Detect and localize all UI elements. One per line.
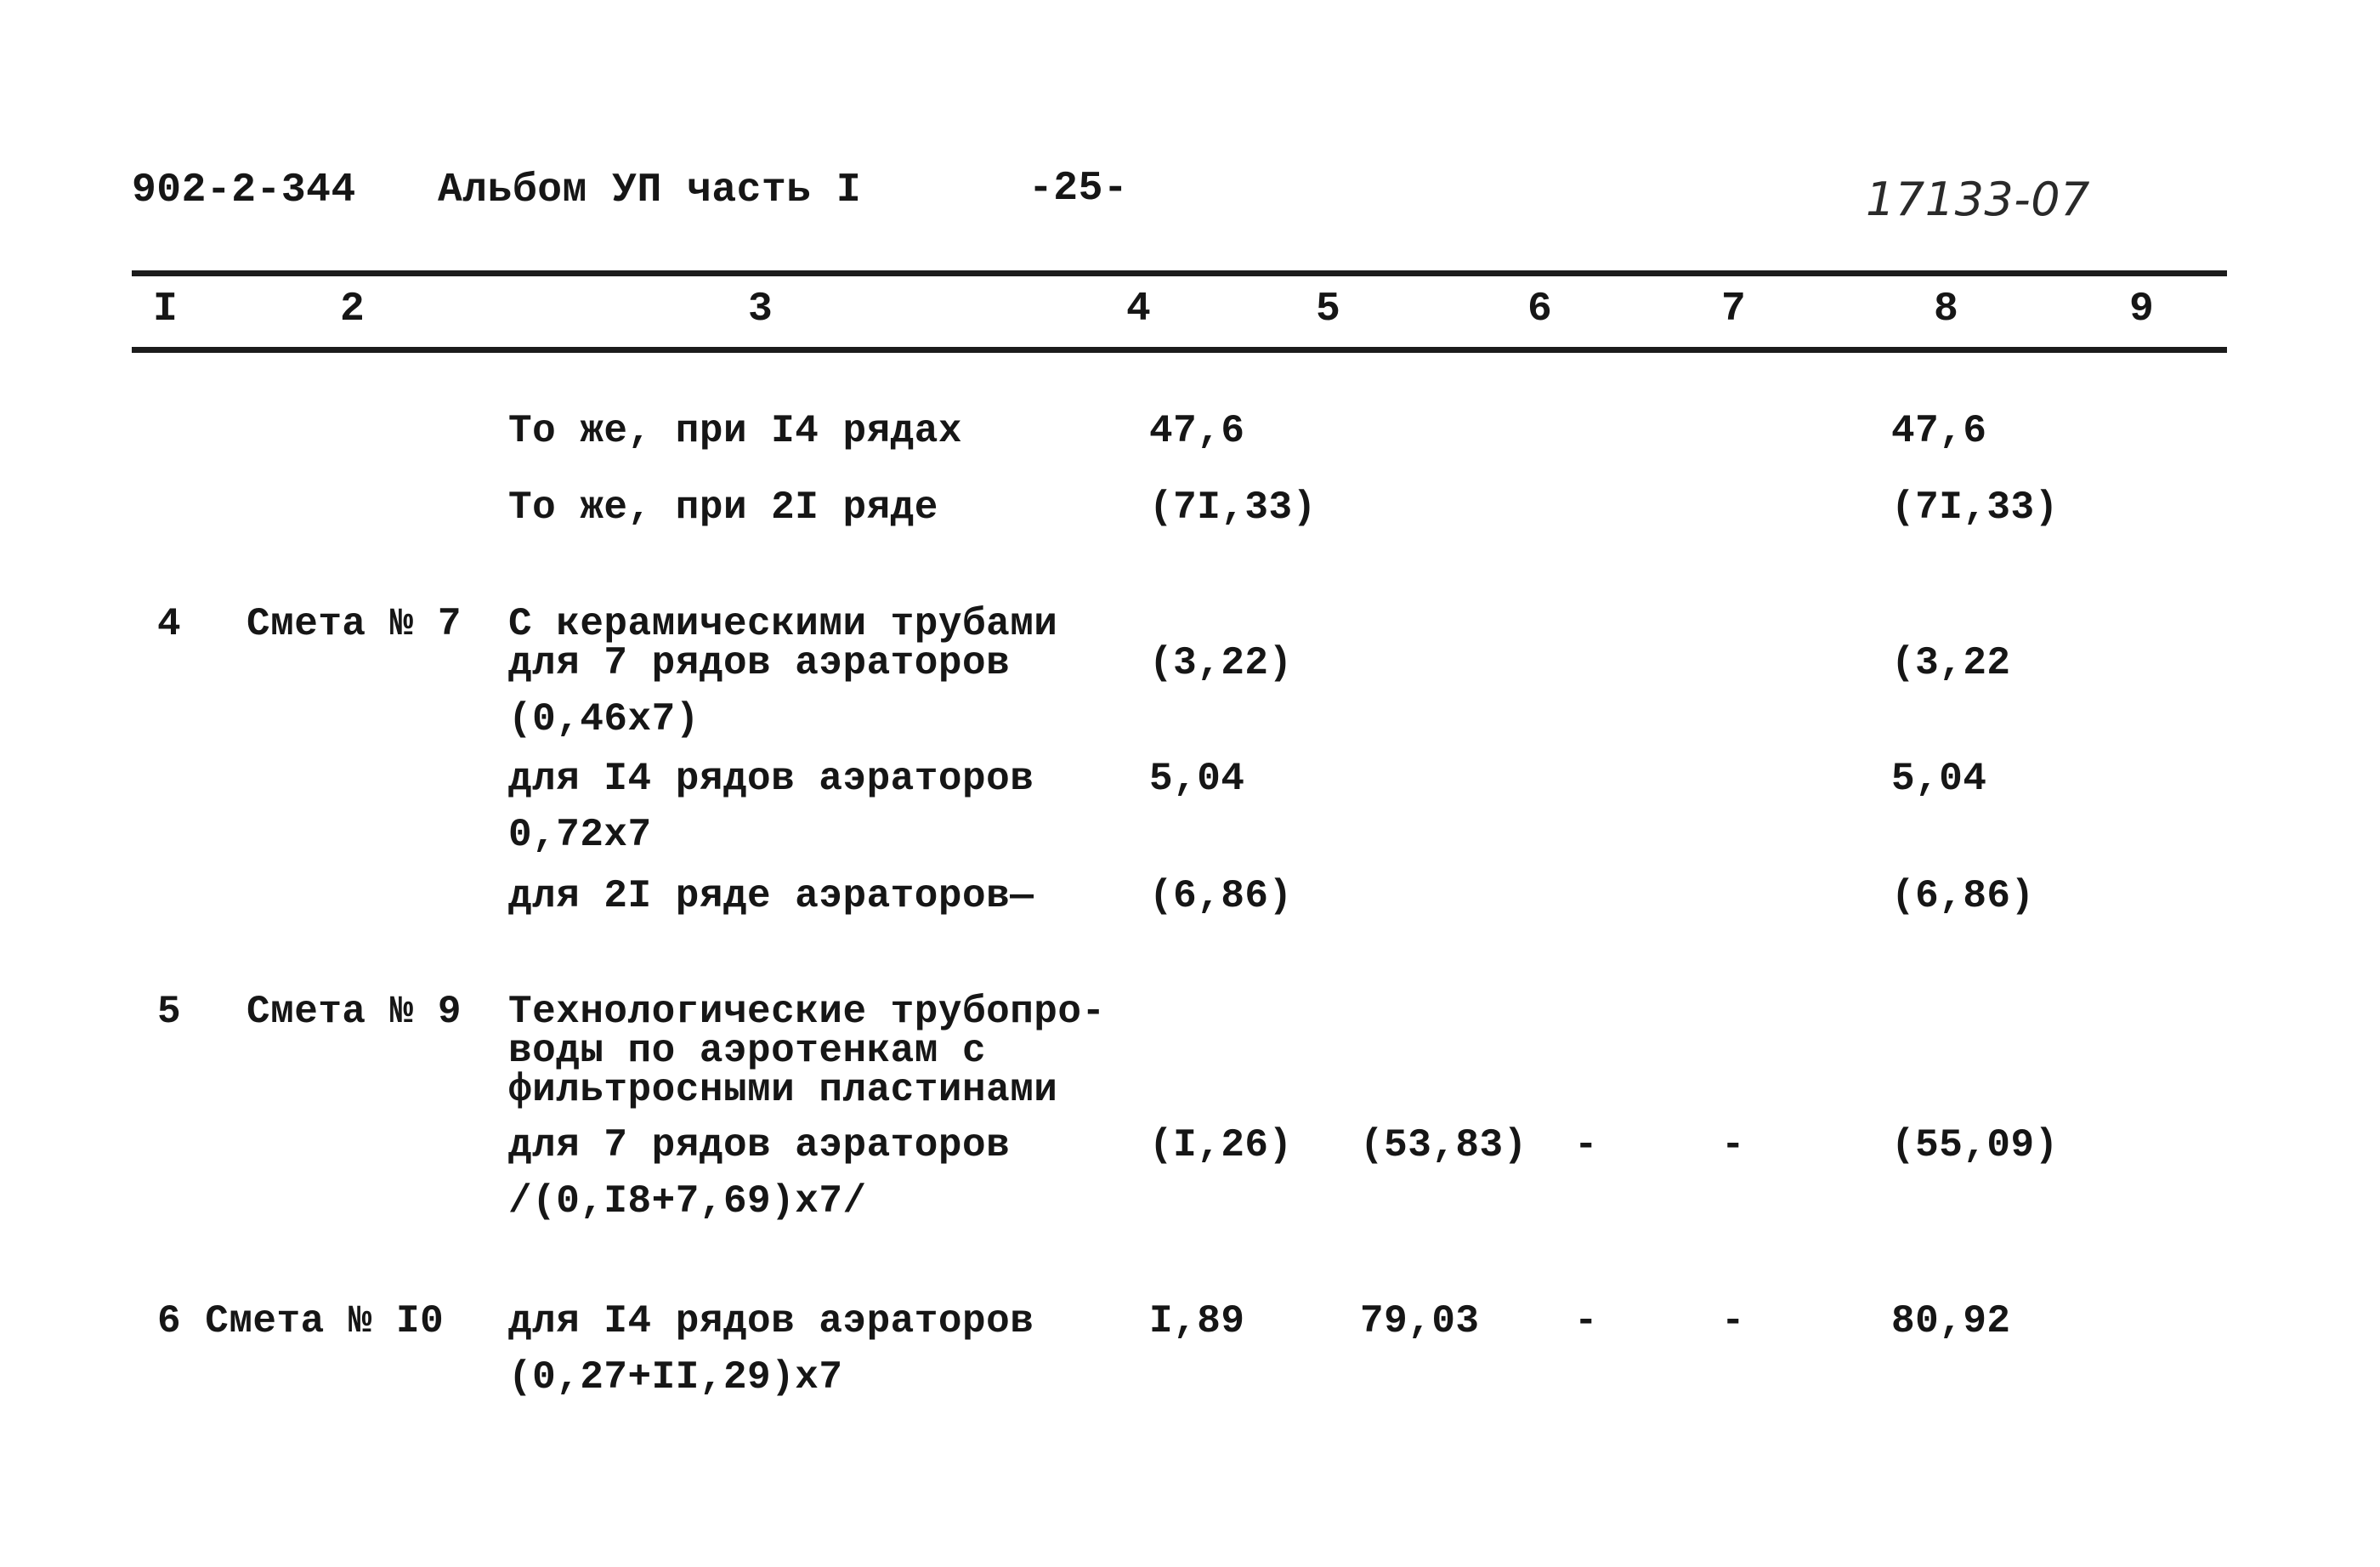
row-same-21-text: То же, при 2I ряде	[508, 485, 938, 530]
document-code: 902-2-344	[132, 167, 356, 213]
row-6-number-estimate: 6 Смета № I0	[157, 1299, 445, 1343]
page-number: -25-	[1028, 166, 1129, 212]
row-same-14-col8: 47,6	[1891, 409, 1987, 453]
row-4-col8: (3,22	[1891, 641, 2011, 685]
row-4-14-description	[508, 757, 1034, 857]
row-4-estimate: Смета № 7	[246, 602, 462, 646]
row-4-description-line-1: С керамическими трубами	[508, 602, 1058, 646]
column-number-1: I	[153, 287, 178, 332]
row-4-description-line-3: (0,46x7)	[508, 697, 700, 741]
row-6-col8: 80,92	[1891, 1299, 2011, 1343]
row-4-14-description-line-2: 0,72x7	[508, 813, 652, 857]
row-4-21-col4: (6,86)	[1149, 874, 1293, 918]
row-6-col4: I,89	[1149, 1299, 1245, 1343]
row-4-14-col8: 5,04	[1891, 757, 1987, 801]
row-5-7-col5: (53,83)	[1360, 1123, 1527, 1167]
row-5-7-col4: (I,26)	[1149, 1123, 1293, 1167]
column-number-4: 4	[1126, 287, 1152, 332]
column-number-7: 7	[1721, 287, 1747, 332]
row-6-col7: -	[1721, 1299, 1746, 1343]
row-4-14-col4: 5,04	[1149, 757, 1245, 801]
row-same-14-col4: 47,6	[1149, 409, 1245, 453]
row-5-7-description-line-2: /(0,I8+7,69)x7/	[508, 1179, 867, 1224]
row-5-description	[508, 992, 1106, 1110]
column-number-2: 2	[340, 287, 366, 332]
row-same-21-col4: (7I,33)	[1149, 485, 1317, 530]
row-5-7-description-line-1: для 7 рядов аэраторов	[508, 1123, 1011, 1167]
column-number-5: 5	[1316, 287, 1341, 332]
column-number-9: 9	[2129, 287, 2155, 332]
row-5-7-col7: -	[1721, 1123, 1746, 1167]
row-5-7-col8: (55,09)	[1891, 1123, 2059, 1167]
row-5-7-description	[508, 1123, 1011, 1224]
row-6-col6: -	[1574, 1299, 1599, 1343]
row-5-description-line-2: воды по аэротенкам с	[508, 1029, 987, 1073]
row-4-number: 4	[157, 602, 182, 646]
row-5-7-col6: -	[1574, 1123, 1599, 1167]
row-6-description	[508, 1299, 1034, 1400]
row-4-col4: (3,22)	[1149, 641, 1293, 685]
row-6-col5: 79,03	[1360, 1299, 1480, 1343]
row-5-estimate: Смета № 9	[246, 990, 462, 1034]
row-4-21-description: для 2I ряде аэраторов—	[508, 874, 1034, 918]
row-same-14-text: То же, при I4 рядах	[508, 409, 962, 453]
table-header-rule	[132, 347, 2227, 353]
table-top-rule	[132, 270, 2227, 276]
row-same-21-col8: (7I,33)	[1891, 485, 2059, 530]
row-6-description-line-1: для I4 рядов аэраторов	[508, 1299, 1034, 1343]
album-title: Альбом УП часть I	[438, 167, 862, 213]
row-4-14-description-line-1: для I4 рядов аэраторов	[508, 757, 1034, 801]
row-5-description-line-3: фильтросными пластинами	[508, 1068, 1058, 1112]
row-4-21-col8: (6,86)	[1891, 874, 2035, 918]
row-5-number: 5	[157, 990, 182, 1034]
column-number-6: 6	[1527, 287, 1553, 332]
row-4-description-line-2: для 7 рядов аэраторов	[508, 641, 1011, 685]
column-number-8: 8	[1934, 287, 1959, 332]
column-number-3: 3	[748, 287, 774, 332]
row-5-description-line-1: Технологические трубопро-	[508, 990, 1106, 1034]
archive-number: 17133-07	[1866, 173, 2090, 226]
row-4-description	[508, 602, 1058, 741]
row-6-description-line-2: (0,27+II,29)x7	[508, 1355, 843, 1400]
